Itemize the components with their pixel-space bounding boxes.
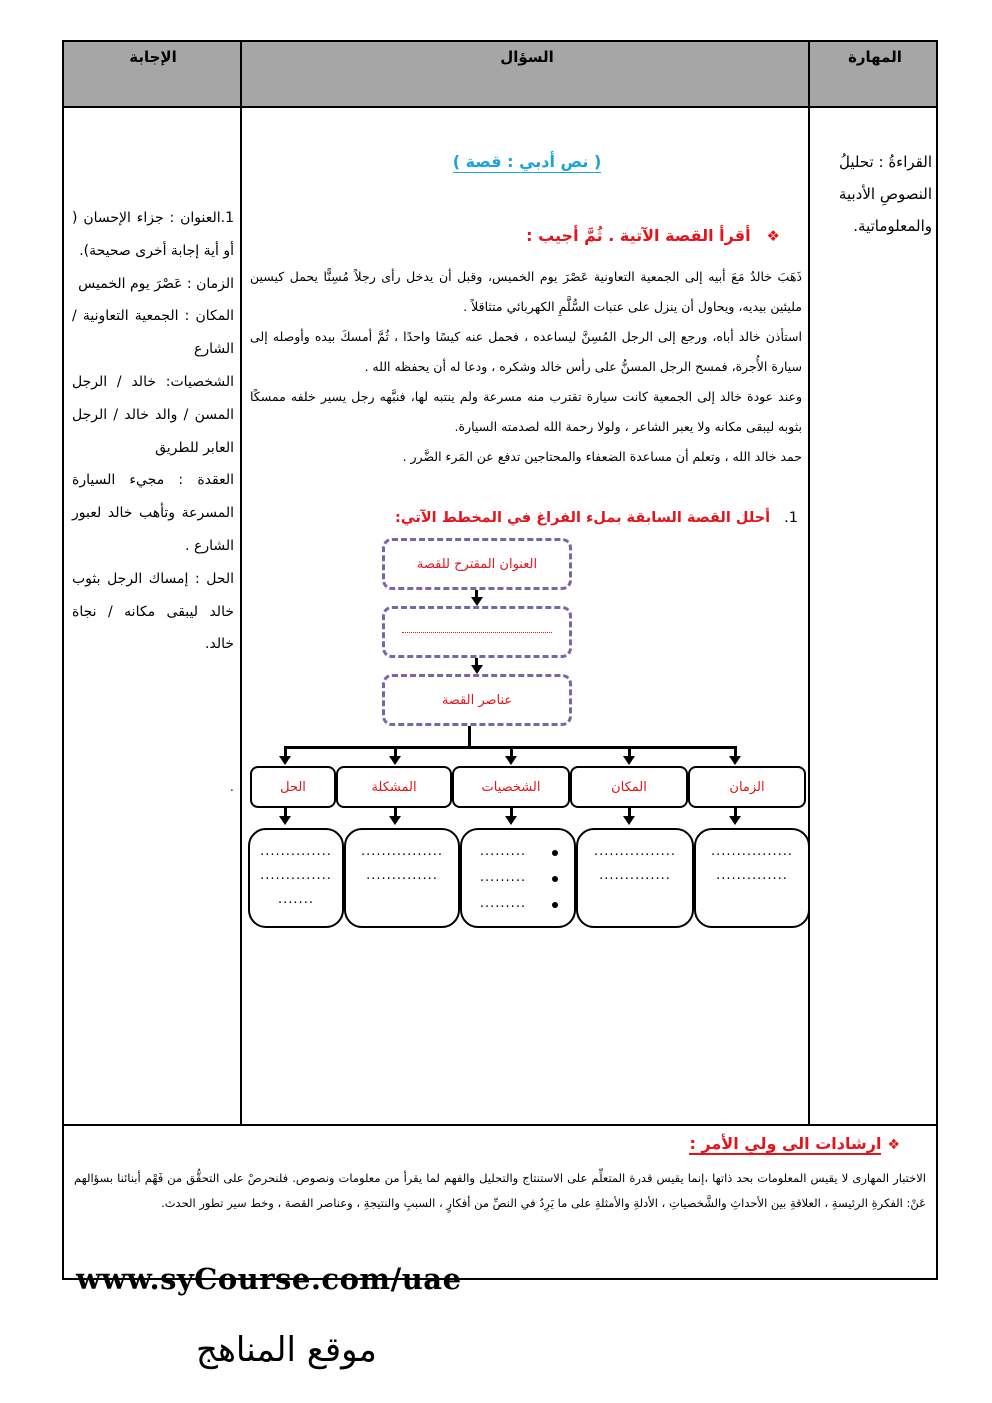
- skill-line: والمعلوماتية.: [853, 217, 932, 235]
- blank-line[interactable]: .......: [278, 892, 314, 907]
- solution-answer-box[interactable]: [248, 828, 344, 928]
- blank-line[interactable]: ..............: [260, 844, 332, 859]
- arrow-down-icon: [279, 816, 291, 825]
- site-name: موقع المناهج: [196, 1330, 377, 1370]
- blank-line[interactable]: .........: [479, 870, 527, 885]
- element-time-box: الزمان: [688, 766, 806, 808]
- column-divider: [240, 42, 242, 1124]
- arrow-down-icon: [623, 816, 635, 825]
- text-type-subtitle: ( نص أدبي : قصة ): [452, 152, 602, 171]
- parent-guidance: [64, 1124, 936, 1280]
- answer-cell: [72, 202, 234, 661]
- website-url[interactable]: www.syCourse.com/uae: [76, 1262, 462, 1296]
- story-paragraph: حمد خالد الله ، وتعلم أن مساعدة الضعفاء والمحتاجين تدفع عن المَرء الضَّرر .: [402, 449, 802, 464]
- arrow-down-icon: [471, 665, 483, 674]
- story-elements-box: عناصر القصة: [382, 674, 572, 726]
- blank-line[interactable]: ..............: [716, 868, 788, 883]
- skill-line: النصوصِ الأدبية: [838, 185, 932, 203]
- answer-problem: العقدة : مجيء السيارة المسرعة وتأهب خالد لعبور الشارع .: [72, 472, 234, 554]
- skill-column-header: المهارة: [848, 48, 902, 66]
- answer-time: الزمان : عَصْرَ يوم الخميس: [78, 275, 234, 292]
- arrow-down-icon: [729, 756, 741, 765]
- arrow-down-icon: [623, 756, 635, 765]
- worksheet-table: [62, 40, 938, 1280]
- problem-answer-box[interactable]: [344, 828, 460, 928]
- title-blank-line[interactable]: [402, 632, 552, 633]
- reading-instruction: ❖أقرأ القصة الآتية . ثُمَّ أجيب :: [526, 226, 780, 245]
- arrow-down-icon: [389, 816, 401, 825]
- characters-answer-box[interactable]: [460, 828, 576, 928]
- question-column-header: السؤال: [500, 48, 554, 66]
- blank-line[interactable]: ................: [360, 844, 444, 859]
- place-answer-box[interactable]: [576, 828, 694, 928]
- answer-characters: الشخصيات: خالد / الرجل المسن / والد خالد / الرجل العابر للطريق: [72, 373, 234, 456]
- skill-line: القراءةُ : تحليلُ: [839, 153, 932, 171]
- answer-column-header: الإجابة: [129, 48, 177, 66]
- blank-line[interactable]: ................: [710, 844, 794, 859]
- answer-title: 1.العنوان : جزاء الإحسان ( أو أية إجابة أخرى صحيحة).: [72, 210, 234, 259]
- arrow-down-icon: [505, 816, 517, 825]
- title-blank-box[interactable]: [382, 606, 572, 658]
- task-number: 1.: [784, 510, 798, 526]
- element-place-box: المكان: [570, 766, 688, 808]
- analysis-task: 1.أحلل القصة السابقة بملء الفراغ في المخطط الآتي:: [394, 510, 798, 526]
- arrow-down-icon: [505, 756, 517, 765]
- table-header: [64, 42, 936, 108]
- arrow-down-icon: [729, 816, 741, 825]
- element-solution-box: الحل: [250, 766, 336, 808]
- story-text: [250, 262, 802, 472]
- skill-cell: [812, 146, 932, 242]
- diamond-bullet-icon: ❖: [887, 1137, 900, 1153]
- time-answer-box[interactable]: [694, 828, 810, 928]
- blank-line[interactable]: ..............: [599, 868, 671, 883]
- guidance-title: ❖ارشادات الى ولي الأمر :: [689, 1134, 900, 1153]
- bullet-icon: [552, 902, 558, 908]
- element-problem-box: المشكلة: [336, 766, 452, 808]
- blank-line[interactable]: ..............: [366, 868, 438, 883]
- answer-solution: الحل : إمساك الرجل بثوب خالد ليبقى مكانه / نجاة خالد.: [72, 570, 234, 653]
- question-cell: [244, 108, 810, 1124]
- blank-line[interactable]: ..............: [260, 868, 332, 883]
- diamond-bullet-icon: ❖: [766, 227, 780, 245]
- story-paragraph: ذَهَبَ خالدٌ مَعَ أبيه إلى الجمعية التعاونية عَصْرَ يوم الخميس، وقبل أن يدخل رأى رجلاً مُسِنًّا يحمل كيسين مليئين بيديه، ويحاول أن ينزل على عتبات السُّلَّمِ الكهربائي متثاقلاً .: [250, 269, 802, 314]
- answer-place: المكان : الجمعية التعاونية / الشارع: [72, 308, 234, 358]
- arrow-down-icon: [279, 756, 291, 765]
- arrow-down-icon: [389, 756, 401, 765]
- bullet-icon: [552, 850, 558, 856]
- story-paragraph: وعند عودة خالد إلى الجمعية كانت سيارة تقترب منه مسرعة ولم ينتبه لها، فنبَّهه رجل يسير خلفه ممسكًا بثوبه ليبقى مكانه ولا يعبر الشاعر ، ولولا رحمة الله لصدمته السيارة.: [250, 389, 802, 434]
- blank-line[interactable]: ................: [593, 844, 677, 859]
- bullet-icon: [552, 876, 558, 882]
- guidance-text: الاختبار المهارى لا يقيس المعلومات بحد ذاتها ،إنما يقيس قدرة المتعلِّم على الاستنتاج والتحليل والفهم لما يقرأ من معلومات ونصوص. فلنحرصْ على التحقُّق من فَهْم أبنائنا بسؤالهم عَنْ: الفكرةِ الرئيسةِ ، العلاقةِ بين الأحداثِ والشَّخصياتِ ، الأدلةِ والأمثلةِ على ما يَرِدُ في النصِّ من أفكارٍ ، السببِ والنتيجةِ ، وعناصر القصة ، وخط سير تطور الحدث.: [74, 1171, 926, 1210]
- arrow-down-icon: [471, 597, 483, 606]
- story-paragraph: استأذن خالد أباه، ورجع إلى الرجل المُسِنَّ ليساعده ، فحمل عنه كيسًا واحدًا ، ثُمَّ أمسكَ بيده وأوصله إلى سيارة الأُجرة، فمسح الرجل المسنُّ على رأس خالد وشكره ، ودعا له أن يحفظه الله .: [250, 329, 802, 374]
- suggested-title-box: العنوان المقترح للقصة: [382, 538, 572, 590]
- element-characters-box: الشخصيات: [452, 766, 570, 808]
- stray-mark: .: [230, 780, 234, 794]
- connector-line: [468, 726, 471, 748]
- blank-line[interactable]: .........: [479, 896, 527, 911]
- blank-line[interactable]: .........: [479, 844, 527, 859]
